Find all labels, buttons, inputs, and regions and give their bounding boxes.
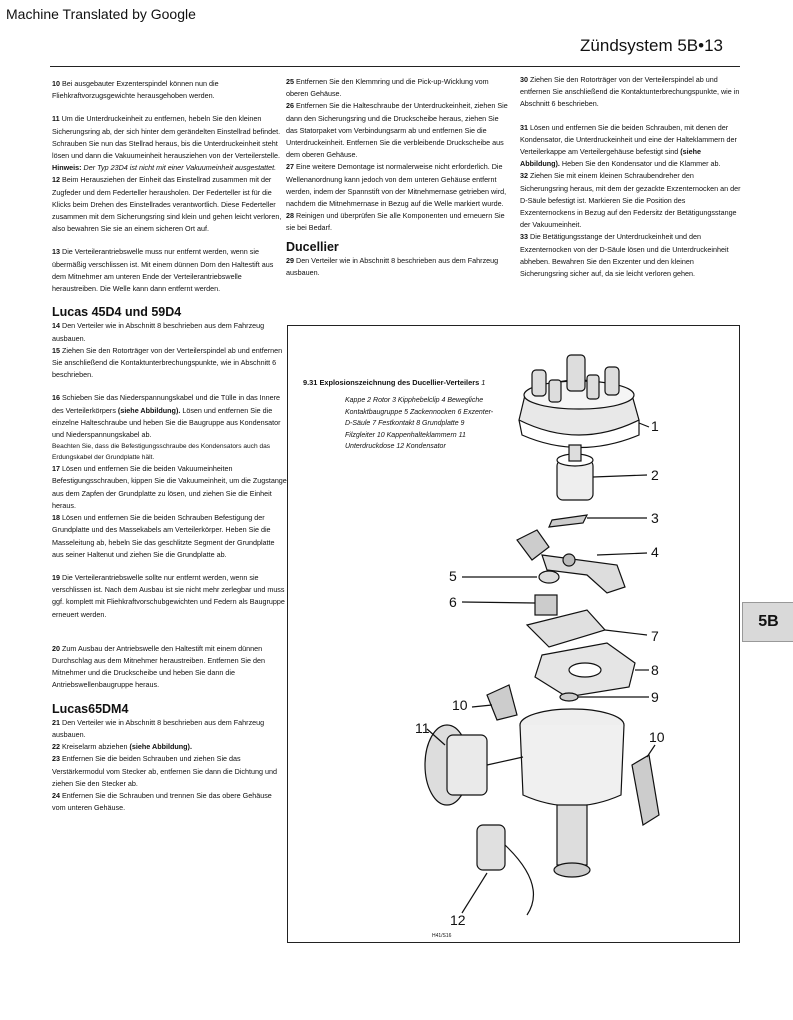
header-rule	[50, 66, 740, 67]
legend-line: Kontaktbaugruppe 5 Zackennocken 6 Exzenter-	[345, 408, 494, 416]
diagram-label: 1	[651, 418, 659, 434]
diagram-label: 9	[651, 689, 659, 705]
figure-caption-title: 9.31 Explosionszeichnung des Ducellier-Verteilers 1	[303, 378, 486, 387]
paragraph-28: 28 Reinigen und überprüfen Sie alle Komponenten und erneuern Sie sie bei Bedarf.	[286, 211, 505, 233]
diagram-label: 7	[651, 628, 659, 644]
section-tab-5b: 5B	[742, 602, 793, 642]
diagram-label: 8	[651, 662, 659, 678]
heading-lucas-45d4: Lucas 45D4 und 59D4	[52, 305, 182, 320]
diagram-label: 10	[452, 697, 468, 713]
paragraph-19: 19 Die Verteilerantriebswelle sollte nur entfernt werden, wenn sie verschlissen ist. Nach dem Ausbau ist sie nicht mehr zerlegbar und muss ggf. komplett mit Fliehkraftvorschubgewichten und Federn als Baugruppe erneuert werden.	[52, 572, 285, 619]
cap-clamp-drawing	[487, 685, 517, 720]
paragraph-25: 25 Entfernen Sie den Klemmring und die Pick-up-Wicklung vom oberen Gehäuse.	[286, 77, 489, 99]
vacuum-unit-drawing	[425, 725, 523, 805]
paragraph-31: 31 Lösen und entfernen Sie die beiden Schrauben, mit denen der Kondensator, die Unterdruckeinheit und eine der Halteklammern der Verteilerkappe am Verteilergehäuse befestigt sind (siehe Abbildung). Heben Sie den Kondensator und die Klammer ab.	[520, 122, 737, 169]
diagram-label: 4	[651, 544, 659, 560]
rocker-clip-drawing	[549, 515, 587, 527]
paragraph-29: 29 Den Verteiler wie in Abschnitt 8 beschrieben aus dem Fahrzeug ausbauen.	[286, 255, 499, 278]
paragraph-33: 33 Die Betätigungsstange der Unterdruckeinheit und den Exzenternocken von der D-Säule lösen und die Unterdruckeinheit abheben. Bewahren Sie den Exzenter und den kleinen Sicherungsring sicher auf, da sie leicht verloren gehen.	[520, 232, 729, 279]
paragraph-22: 22 Kreiselarm abziehen (siehe Abbildung).	[52, 742, 192, 752]
cam-drawing	[527, 571, 605, 647]
legend-line: D-Säule 7 Festkontakt 8 Grundplatte 9	[345, 420, 465, 427]
rotor-drawing	[557, 445, 593, 500]
diagram-label: 2	[651, 467, 659, 483]
machine-translated-label: Machine Translated by Google	[6, 6, 196, 22]
paragraph-30: 30 Ziehen Sie den Rotorträger von der Verteilerspindel ab und entfernen Sie anschließend die Kontaktunterbrechungspunkte, wie in Abschnitt 6 beschrieben.	[520, 75, 740, 109]
paragraph-17: 17 Lösen und entfernen Sie die beiden Vakuumeinheiten Befestigungsschrauben, kippen Sie die Vakuumeinheit, um die Zugstange aus dem Zapfen der Grundplatte zu lösen, und ziehen Sie die Einheit heraus.	[52, 464, 287, 510]
diagram-label: 10	[649, 729, 665, 745]
paragraph-27: 27 Eine weitere Demontage ist normalerweise nicht erforderlich. Die Wellenanordnung kann jedoch von dem unteren Gehäuse entfernt werden, indem der Spannstift von der Mitnehmernase getrieben wird, nachdem die Mitnehmernase in Bezug auf die Welle markiert wurde.	[286, 162, 507, 209]
paragraph-26: 26 Entfernen Sie die Halteschraube der Unterdruckeinheit, ziehen Sie dann den Sicherungsring und die Druckscheibe heraus, ziehen Sie das Statorpaket vom Verbindungsarm ab und entfernen Sie die Unterdruckeinheit. Entfernen Sie die verbleibende Druckscheibe aus dem oberen Gehäuse.	[286, 101, 508, 160]
column-1	[52, 78, 287, 814]
distributor-cap-drawing	[519, 355, 639, 448]
page-header: Zündsystem 5B•13	[580, 36, 723, 55]
diagram-label: 6	[449, 594, 457, 610]
paragraph-12: 12 Beim Herausziehen der Einheit das Einstellrad zusammen mit der Zugfeder und dem Federteller herausholen. Der Federteller ist für die Klicks beim Drehen des Einstellrades verantwortlich. Diese Federteller zusammen mit dem Sicherungsring sind klein und gehen leicht verloren, also bewahren Sie sie an einem sicheren Ort auf.	[52, 175, 282, 234]
paragraph-16: 16 Schieben Sie das Niederspannungskabel und die Tülle in das Innere des Verteilerkörpers (siehe Abbildung). Lösen und entfernen Sie die einzelne Halteschraube und heben Sie die Baugruppe aus Kondensator und Niederspannungskabel ab.	[52, 393, 281, 440]
paragraph-23: 23 Entfernen Sie die beiden Schrauben und ziehen Sie das Verstärkermodul vom Stecker ab, entfernen Sie dann die Dichtung und ziehen Sie den Stecker ab.	[52, 754, 277, 788]
legend-line: Kappe 2 Rotor 3 Kipphebelclip 4 Bewegliche	[345, 397, 484, 404]
cap-clamp-drawing	[632, 755, 659, 825]
paragraph-10: 10 Bei ausgebauter Exzenterspindel können nun die Fliehkraftvorzugsgewichte herausgehoben werden.	[52, 79, 219, 101]
diagram-label: 3	[651, 510, 659, 526]
diagram-label: 5	[449, 568, 457, 584]
diagram-label: 12	[450, 912, 466, 928]
paragraph-32: 32 Ziehen Sie mit einem kleinen Schraubendreher den Sicherungsring heraus, mit dem der gezackte Exzenternocken an der D-Säule befestigt ist. Markieren Sie die Position des Exzenternockens in Bezug auf den Federsitz der Betätigungsstange der Vakuumeinheit.	[520, 171, 741, 230]
legend-line: Unterdruckdose 12 Kondensator	[345, 443, 446, 450]
legend-line: Filzgleiter 10 Kappenhalteklammern 11	[345, 431, 466, 439]
paragraph-24: 24 Entfernen Sie die Schrauben und trennen Sie das obere Gehäuse vom unteren Gehäuse.	[52, 790, 272, 813]
column-3	[520, 74, 742, 280]
paragraph-11: 11 Um die Unterdruckeinheit zu entfernen, hebeln Sie den kleinen Sicherungsring ab, der sich hinter dem gerändelten Einstellrad befindet. Schrauben Sie nun das Stellrad heraus, bis die Unterdruckeinheit steht lösen und dann die Vakuumeinheit herausziehen von der Verteilerstelle. Hinweis: Der Typ 23D4 ist nicht mit einer Vakuumeinheit ausgestattet.	[52, 114, 281, 173]
note-condenser: Beachten Sie, dass die Befestigungsschraube des Kondensators auch das Erdungskabel der Grundplatte hält.	[52, 443, 271, 462]
felt-pad-drawing	[560, 693, 578, 701]
paragraph-18: 18 Lösen und entfernen Sie die beiden Schrauben Befestigung der Grundplatte und des Massekabels am Verteilerkörper. Heben Sie die Masseleitung ab, hebeln Sie das geschlitzte Segment der Grundplatte aus seiner Haltenut und ziehen Sie die Grundplatte ab.	[52, 513, 275, 559]
paragraph-15: 15 Ziehen Sie den Rotorträger von der Verteilerspindel ab und entfernen Sie anschließend die Kontaktunterbrechungspunkte, wie in Abschnitt 6 beschrieben.	[52, 345, 283, 380]
distributor-body-drawing	[520, 709, 624, 877]
heading-ducellier: Ducellier	[286, 239, 339, 254]
moving-contact-drawing	[517, 530, 625, 593]
distributor-exploded-diagram	[287, 325, 738, 941]
paragraph-21: 21 Den Verteiler wie in Abschnitt 8 beschrieben aus dem Fahrzeug ausbauen.	[52, 717, 265, 739]
figure-code: H41/S16	[432, 933, 452, 939]
paragraph-13: 13 Die Verteilerantriebswelle muss nur entfernt werden, wenn sie übermäßig verschlissen ist. Mit einem dünnen Dorn den Haltestift aus dem Mitnehmer am unteren Ende der Verteilerantriebswelle heraustreiben. Die Welle kann dann entfernt werden.	[52, 247, 274, 294]
base-plate-drawing	[535, 643, 635, 697]
paragraph-20: 20 Zum Ausbau der Antriebswelle den Haltestift mit einem dünnen Durchschlag aus dem Mitnehmer heraustreiben. Entfernen Sie den Mitnehmer und die Druckscheibe und heben Sie dann die Antriebswellenbaugruppe heraus.	[52, 643, 265, 690]
heading-lucas65dm4: Lucas65DM4	[52, 701, 129, 716]
paragraph-14: 14 Den Verteiler wie in Abschnitt 8 beschrieben aus dem Fahrzeug ausbauen.	[52, 321, 265, 343]
diagram-label: 11	[415, 720, 430, 736]
condenser-drawing	[477, 825, 533, 915]
column-2	[286, 76, 508, 279]
